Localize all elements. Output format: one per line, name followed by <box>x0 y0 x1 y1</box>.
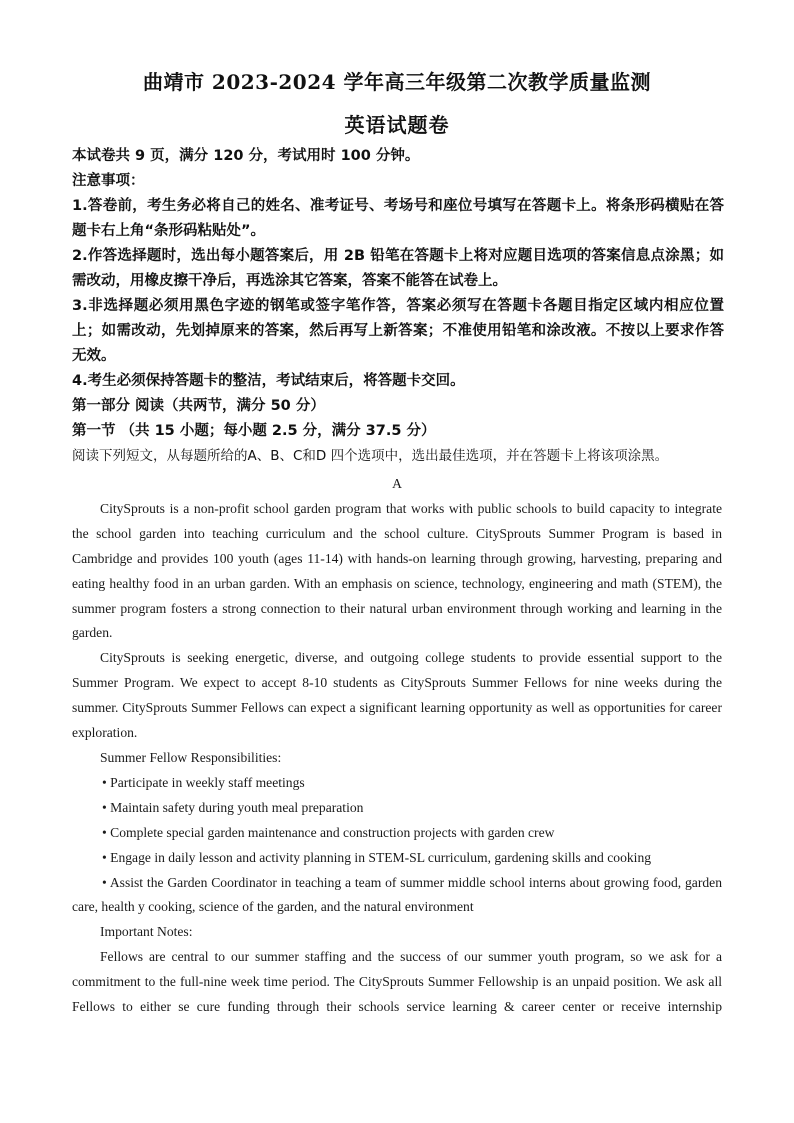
rule-item: 4.考生必须保持答题卡的整洁，考试结束后，将答题卡交回。 <box>72 373 465 389</box>
rule-item: 1.答卷前，考生务必将自己的姓名、准考证号、考场号和座位号填写在答题卡上。将条形码横贴在答题卡右上角“条形码粘贴处”。 <box>72 198 724 239</box>
rule-item: 2.作答选择题时，选出每小题答案后，用 2B 铅笔在答题卡上将对应题目选项的答案信息点涂黑；如需改动，用橡皮擦干净后，再选涂其它答案，答案不能答在试卷上。 <box>72 248 724 289</box>
passage-a <box>72 472 722 1020</box>
rule-item: 3.非选择题必须用黑色字迹的钢笔或签字笔作答，答案必须写在答题卡各题目指定区域内相应位置上；如需改动，先划掉原来的答案，然后再写上新答案；不准使用铅笔和涂改液。不按以上要求作答无效。 <box>72 298 724 364</box>
passage-paragraph: Fellows are central to our summer staffing and the success of our summer youth program, so we ask for a commitment to the full-nine week time period. The CitySprouts Summer Fellowship is an unpaid position. We ask all Fellows to either se cure funding through their schools service learning & career center or receive internship <box>72 949 722 1015</box>
exam-info: 本试卷共 9 页，满分 120 分，考试用时 100 分钟。 <box>72 148 420 164</box>
passage-paragraph: CitySprouts is a non-profit school garden program that works with public schools to build capacity to integrate the school garden into teaching curriculum and the school culture. CitySprouts Summer Program is based in Cambridge and provides 100 youth (ages 11-14) with hands-on learning through growing, harvesting, preparing and eating healthy food in an urban garden. With an emphasis on science, technology, engineering and math (STEM), the summer program fosters a strong connection to their natural urban environment through working and learning in the garden. <box>72 500 722 641</box>
passage-paragraph: CitySprouts is seeking energetic, diverse, and outgoing college students to provide essential support to the Summer Program. We expect to accept 8-10 students as CitySprouts Summer Fellows for nine weeks during the summer. CitySprouts Summer Fellows can expect a significant learning opportunity as well as opportunities for career exploration. <box>72 650 722 741</box>
responsibility-item: • Maintain safety during youth meal preparation <box>102 799 364 815</box>
notice-heading: 注意事项： <box>72 173 145 189</box>
notes-heading: Important Notes: <box>100 924 193 940</box>
responsibility-item: • Engage in daily lesson and activity planning in STEM-SL curriculum, gardening skills and cooking <box>102 849 652 865</box>
instructions-block <box>72 144 724 469</box>
passage-letter: A <box>392 476 402 491</box>
responsibilities-heading: Summer Fellow Responsibilities: <box>100 749 282 765</box>
responsibility-item: • Assist the Garden Coordinator in teaching a team of summer middle school interns about growing food, garden care, health y cooking, science of the garden, and the natural environment <box>72 874 722 915</box>
section-heading: 第一节 （共 15 小题；每小题 2.5 分，满分 37.5 分） <box>72 423 436 439</box>
responsibility-item: • Participate in weekly staff meetings <box>102 774 305 790</box>
exam-subtitle: 英语试题卷 <box>344 113 450 137</box>
reading-instruction: 阅读下列短文，从每题所给的A、B、C和D 四个选项中，选出最佳选项，并在答题卡上将该项涂黑。 <box>72 448 669 464</box>
part-heading: 第一部分 阅读（共两节，满分 50 分） <box>72 398 325 414</box>
exam-title: 曲靖市 2023-2024 学年高三年级第二次教学质量监测 <box>142 70 652 94</box>
responsibility-item: • Complete special garden maintenance and construction projects with garden crew <box>102 824 555 840</box>
